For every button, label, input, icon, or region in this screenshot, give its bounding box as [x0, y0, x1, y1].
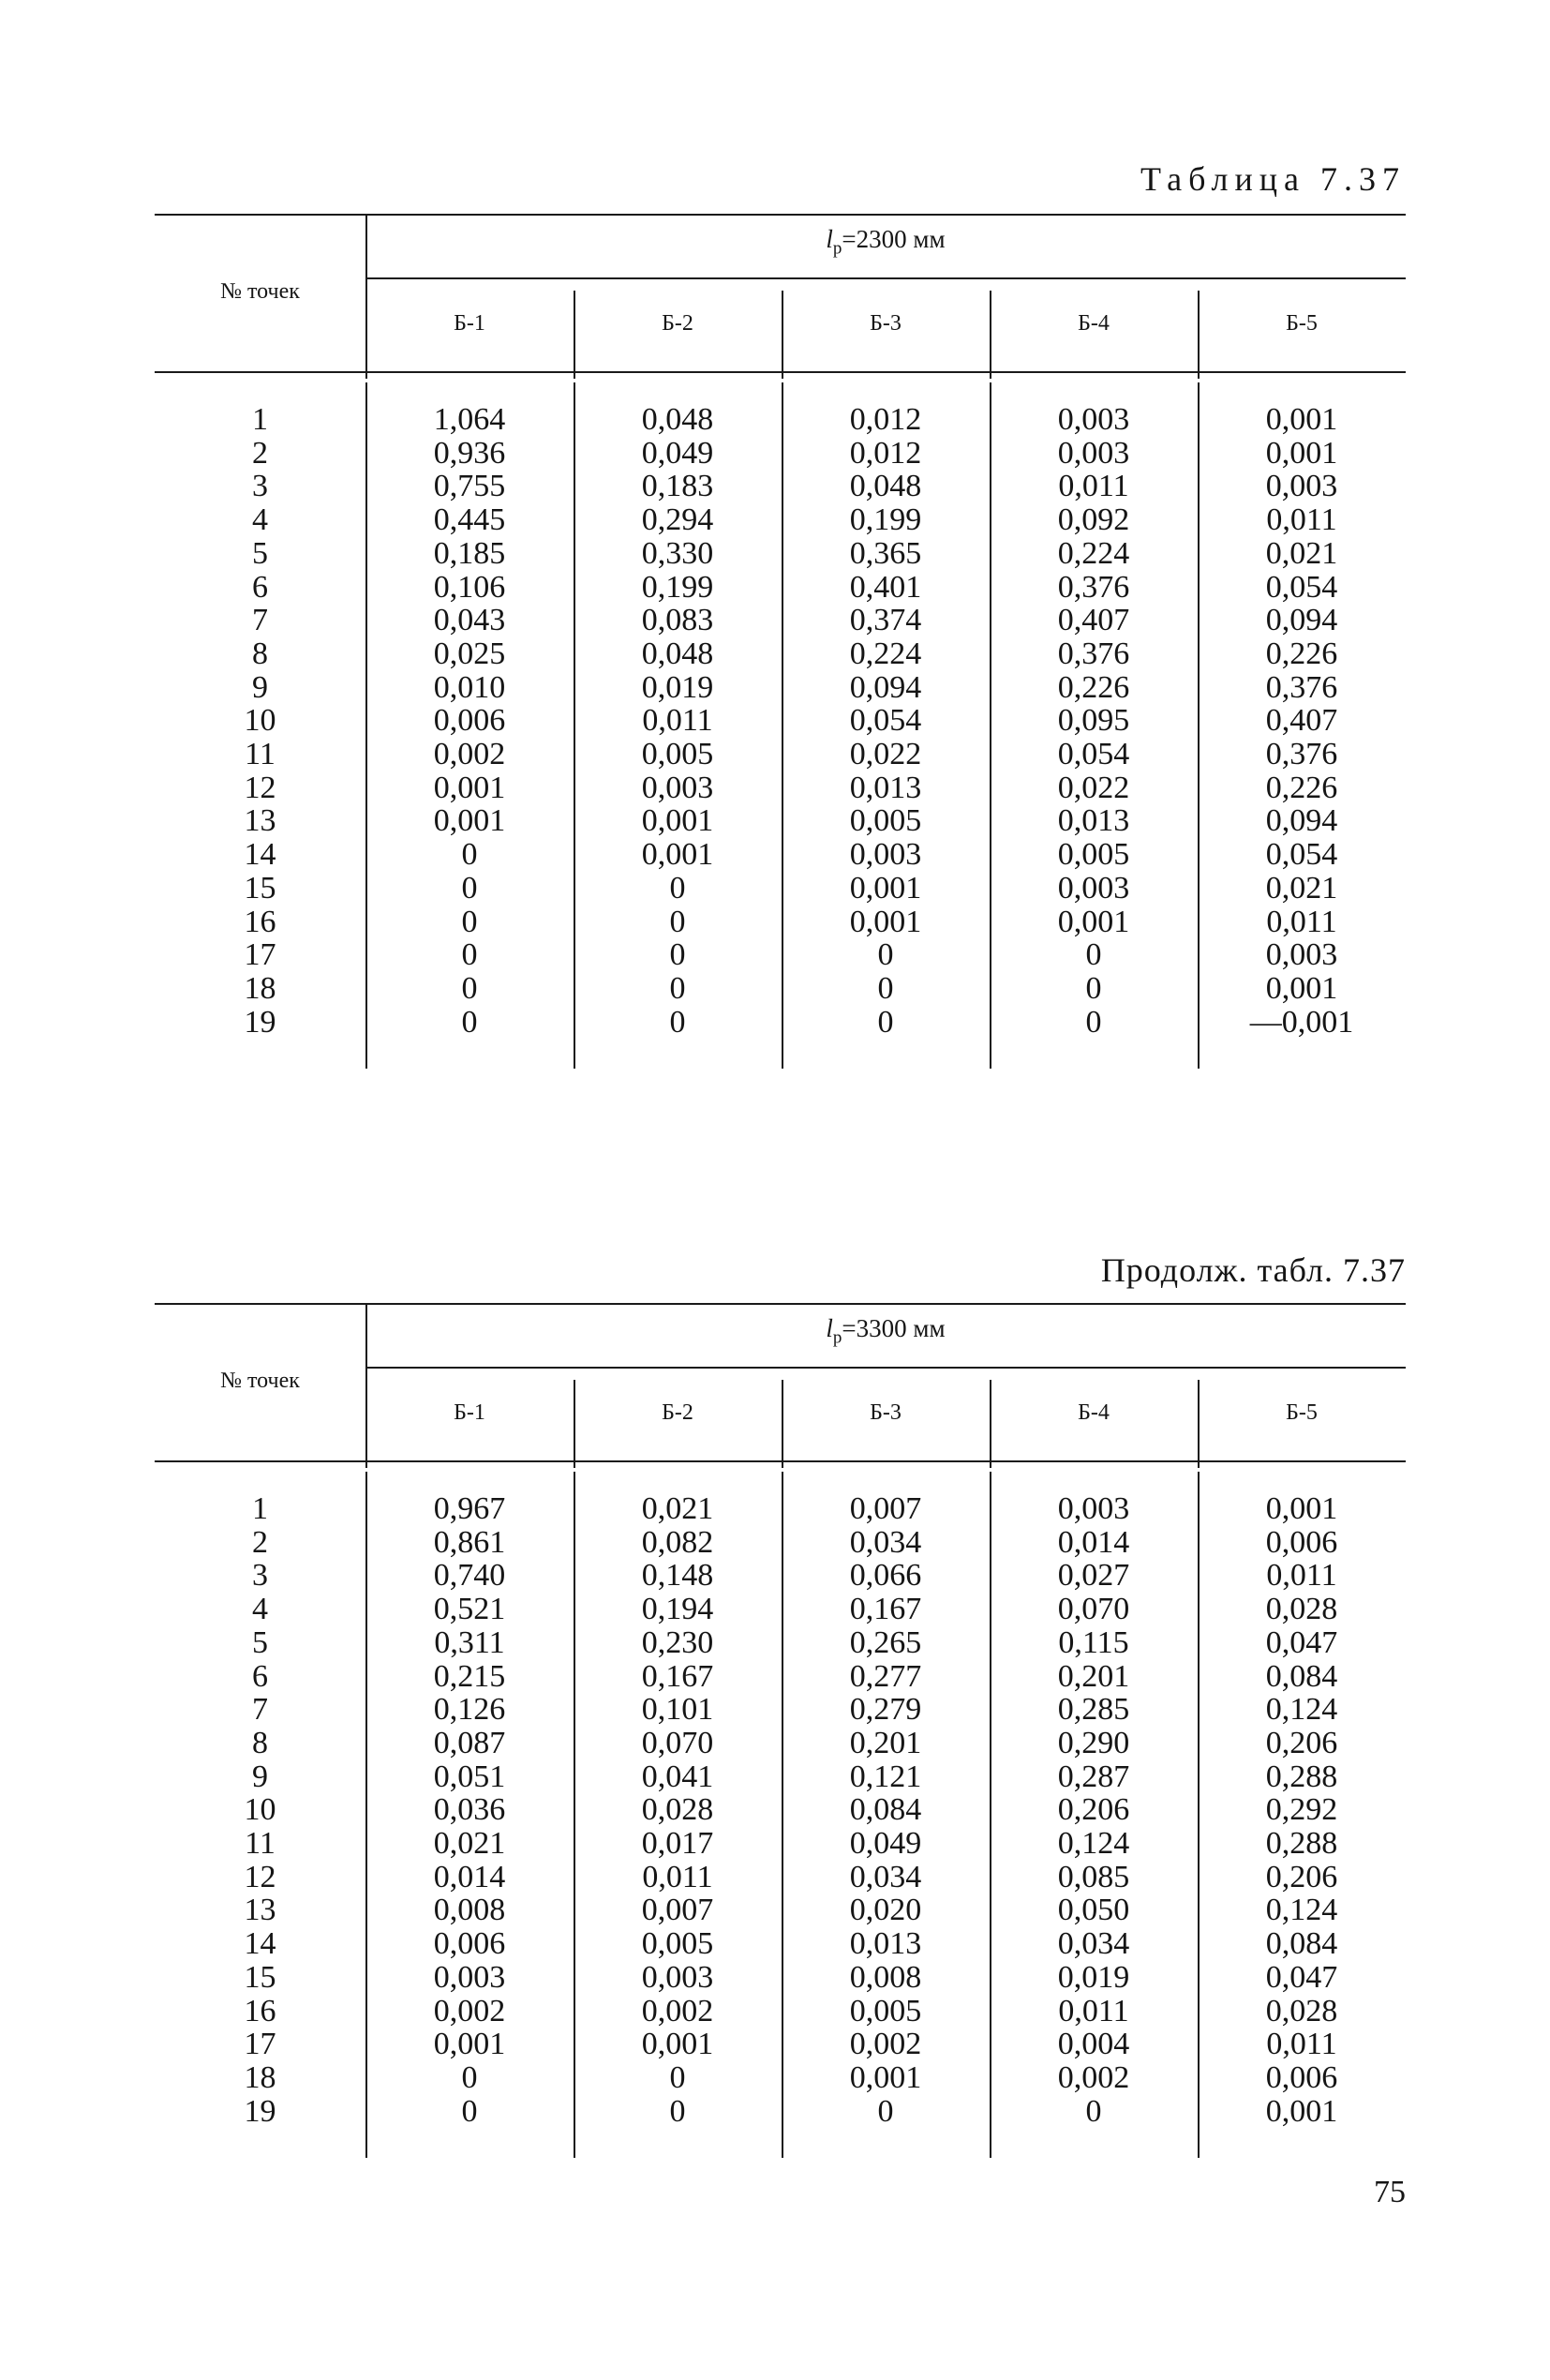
values-column-b3 [782, 1492, 990, 2128]
table-cell: 0,019 [1057, 1959, 1130, 1995]
table-cell: 0,288 [1265, 1759, 1338, 1794]
table-cell: 0,001 [849, 904, 922, 939]
table-cell: 0 [669, 2059, 686, 2095]
table-cell: 0,028 [641, 1792, 714, 1828]
table-cell: 7 [252, 1692, 268, 1728]
table-cell: 0,148 [641, 1558, 714, 1594]
table-cell: 0 [461, 870, 478, 906]
table-cell: 0 [461, 2059, 478, 2095]
values-column-b4 [990, 1492, 1198, 2128]
table-cell: 0,755 [433, 469, 506, 504]
table-cell: 0,014 [1057, 1524, 1130, 1560]
table-cell: 0,085 [1057, 1859, 1130, 1894]
table-cell: 0,001 [433, 803, 506, 839]
table-cell: 0,013 [849, 770, 922, 805]
table-cell: 0 [669, 870, 686, 906]
table-cell: 0,290 [1057, 1725, 1130, 1760]
table-cell: 0,010 [433, 669, 506, 705]
table-cell: 0 [669, 904, 686, 939]
table-cell: 0,967 [433, 1491, 506, 1526]
table-cell: 0,407 [1057, 603, 1130, 638]
table-cell: 0,011 [1058, 469, 1129, 504]
table-cell: 0,001 [1265, 2093, 1338, 2129]
column-header-b5: Б-5 [1286, 311, 1318, 336]
table-cell: 0,022 [1057, 770, 1130, 805]
table-cell: 11 [245, 737, 276, 772]
table-cell: 0,006 [1265, 1524, 1338, 1560]
table-cell: 9 [252, 1759, 268, 1794]
table-cell: 0,008 [433, 1893, 506, 1928]
table-cell: 0,001 [433, 2027, 506, 2062]
table-cell: 0 [877, 1004, 894, 1040]
table-cell: 0 [461, 1004, 478, 1040]
table-cell: 0,365 [849, 535, 922, 571]
table-cell: 0,051 [433, 1759, 506, 1794]
table-cell: 0,054 [1265, 837, 1338, 873]
table-cell: 0,224 [849, 636, 922, 671]
table-cell: 0 [669, 1004, 686, 1040]
table-cell: 0,013 [1057, 803, 1130, 839]
table-cell: 0,003 [433, 1959, 506, 1995]
table-cell: 0,070 [1057, 1592, 1130, 1627]
table-cell: 0,124 [1265, 1893, 1338, 1928]
table-caption: Таблица 7.37 [1140, 160, 1406, 198]
table-cell: 0,002 [849, 2027, 922, 2062]
table-cell: 0,087 [433, 1725, 506, 1760]
table-top-rule [155, 1303, 1406, 1305]
table-cell: 0,002 [641, 1993, 714, 2028]
table-cell: 19 [244, 2093, 276, 2129]
table-cell: 0,011 [1266, 1558, 1337, 1594]
table-cell: 0,021 [1265, 870, 1338, 906]
lp-value: =3300 мм [842, 1314, 946, 1342]
table-cell: 0,011 [1266, 502, 1337, 538]
table-cell: 0,002 [433, 737, 506, 772]
table-cell: 0,277 [849, 1658, 922, 1694]
column-header-b2: Б-2 [662, 311, 693, 336]
table-cell: 15 [244, 1959, 276, 1995]
table-cell: 0 [461, 937, 478, 973]
table-cell: 0,001 [641, 837, 714, 873]
points-column-header: № точек [220, 1369, 300, 1393]
table-cell: 0,003 [1265, 937, 1338, 973]
table-cell: 0,041 [641, 1759, 714, 1794]
table-cell: 0,002 [1057, 2059, 1130, 2095]
table-cell: 0,021 [433, 1826, 506, 1862]
table-cell: 0,285 [1057, 1692, 1130, 1728]
table-cell: 0,084 [1265, 1658, 1338, 1694]
table-cell: 0,034 [849, 1859, 922, 1894]
table-cell: 0,001 [641, 2027, 714, 2062]
table-cell: 0,003 [849, 837, 922, 873]
table-cell: 0,294 [641, 502, 714, 538]
table-cell: 0,003 [1057, 870, 1130, 906]
table-cell: 0,003 [641, 770, 714, 805]
table-cell: 0,021 [1265, 535, 1338, 571]
table-cell: 0,376 [1057, 636, 1130, 671]
table-cell: 0,407 [1265, 703, 1338, 739]
table-cell: 7 [252, 603, 268, 638]
table-cell: 0,007 [641, 1893, 714, 1928]
table-continuation-caption: Продолж. табл. 7.37 [1100, 1251, 1406, 1289]
table-cell: 0,001 [1265, 435, 1338, 471]
table-cell: 12 [244, 770, 276, 805]
table-cell: 12 [244, 1859, 276, 1894]
table-cell: 0,006 [433, 703, 506, 739]
lp-value: =2300 мм [842, 225, 946, 253]
table-cell: 0,167 [641, 1658, 714, 1694]
table-cell: 0,019 [641, 669, 714, 705]
table-cell: 16 [244, 904, 276, 939]
column-divider [782, 1380, 783, 1468]
table-cell: 14 [244, 837, 276, 873]
table-cell: 0,034 [849, 1524, 922, 1560]
column-divider [574, 291, 575, 379]
table-cell: 0,445 [433, 502, 506, 538]
table-cell: 5 [252, 535, 268, 571]
table-cell: 0,011 [1266, 904, 1337, 939]
table-cell: 0,070 [641, 1725, 714, 1760]
table-cell: 0 [1085, 970, 1102, 1006]
table-cell: 0,167 [849, 1592, 922, 1627]
table-cell: 0,011 [1266, 2027, 1337, 2062]
table-cell: 0,005 [849, 1993, 922, 2028]
table-cell: 0,007 [849, 1491, 922, 1526]
table-cell: 0,185 [433, 535, 506, 571]
table-cell: 1 [252, 402, 268, 437]
table-cell: 0,206 [1265, 1725, 1338, 1760]
table-cell: 10 [244, 703, 276, 739]
table-cell: 0,017 [641, 1826, 714, 1862]
column-divider [574, 1380, 575, 1468]
table-cell: 0,005 [641, 737, 714, 772]
table-cell: 0,048 [849, 469, 922, 504]
column-header-b2: Б-2 [662, 1400, 693, 1425]
table-cell: 0,401 [849, 569, 922, 605]
table-cell: 4 [252, 502, 268, 538]
values-column-b3 [782, 403, 990, 1039]
table-cell: 0,279 [849, 1692, 922, 1728]
table-cell: 0,012 [849, 435, 922, 471]
column-header-b4: Б-4 [1078, 1400, 1110, 1425]
table-cell: 18 [244, 2059, 276, 2095]
table-cell: 9 [252, 669, 268, 705]
column-divider [990, 1380, 991, 1468]
table-cell: 0,101 [641, 1692, 714, 1728]
table-cell: 0,047 [1265, 1959, 1338, 1995]
table-cell: 0,224 [1057, 535, 1130, 571]
column-header-b4: Б-4 [1078, 311, 1110, 336]
points-column [155, 1492, 365, 2128]
header-sub-rule [365, 1367, 1406, 1369]
table-cell: 0,048 [641, 636, 714, 671]
table-cell: 0 [461, 2093, 478, 2129]
table-cell: 0 [877, 970, 894, 1006]
table-cell: 0,011 [1058, 1993, 1129, 2028]
table-cell: 14 [244, 1926, 276, 1962]
table-cell: 0,003 [1057, 402, 1130, 437]
table-cell: 0,036 [433, 1792, 506, 1828]
table-cell: 0,311 [434, 1624, 505, 1660]
table-cell: 0,005 [641, 1926, 714, 1962]
table-cell: 3 [252, 1558, 268, 1594]
table-cell: 16 [244, 1993, 276, 2028]
table-cell: 0,292 [1265, 1792, 1338, 1828]
table-cell: 0,084 [1265, 1926, 1338, 1962]
table-cell: 13 [244, 1893, 276, 1928]
table-cell: 0,183 [641, 469, 714, 504]
table-cell: 0,006 [433, 1926, 506, 1962]
table-cell: 0,001 [849, 2059, 922, 2095]
table-cell: 0,011 [642, 703, 713, 739]
lp-header: $l_р=2300$ мм [826, 225, 946, 259]
table-cell: 0,054 [1265, 569, 1338, 605]
table-cell: 0,083 [641, 603, 714, 638]
table-cell: 0,094 [1265, 803, 1338, 839]
table-cell: 0,206 [1057, 1792, 1130, 1828]
table-cell: 0,048 [641, 402, 714, 437]
table-cell: 17 [244, 937, 276, 973]
table-cell: 15 [244, 870, 276, 906]
table-cell: 0,094 [1265, 603, 1338, 638]
table-cell: 0,001 [1265, 970, 1338, 1006]
table-cell: 0,001 [433, 770, 506, 805]
table-cell: 8 [252, 636, 268, 671]
column-header-b3: Б-3 [870, 311, 902, 336]
table-cell: 0,330 [641, 535, 714, 571]
table-cell: 10 [244, 1792, 276, 1828]
table-cell: 0,121 [849, 1759, 922, 1794]
table-cell: 0,011 [642, 1859, 713, 1894]
table-cell: 0,047 [1265, 1624, 1338, 1660]
table-cell: 0,012 [849, 402, 922, 437]
table-cell: 0,199 [641, 569, 714, 605]
table-cell: 0 [1085, 2093, 1102, 2129]
table-cell: 0,003 [1265, 469, 1338, 504]
values-column-b5 [1198, 403, 1406, 1039]
points-column-header: № точек [220, 279, 300, 304]
header-sub-rule [365, 277, 1406, 279]
table-cell: 6 [252, 569, 268, 605]
table-cell: 0,936 [433, 435, 506, 471]
table-cell: 0,206 [1265, 1859, 1338, 1894]
table-cell: 0,025 [433, 636, 506, 671]
table-cell: 0,288 [1265, 1826, 1338, 1862]
table-cell: 2 [252, 435, 268, 471]
table-cell: 0 [1085, 1004, 1102, 1040]
table-cell: 8 [252, 1725, 268, 1760]
table-cell: 0,003 [1057, 435, 1130, 471]
table-cell: 0,054 [849, 703, 922, 739]
table-cell: 0,003 [1057, 1491, 1130, 1526]
table-cell: 0,226 [1265, 770, 1338, 805]
table-cell: 4 [252, 1592, 268, 1627]
table-cell: 0,005 [849, 803, 922, 839]
table-cell: 0,006 [1265, 2059, 1338, 2095]
table-cell: 0,002 [433, 1993, 506, 2028]
table-cell: 0,226 [1057, 669, 1130, 705]
values-column-b1 [365, 1492, 574, 2128]
table-cell: 0,124 [1265, 1692, 1338, 1728]
table-cell: 0,003 [641, 1959, 714, 1995]
table-cell: 5 [252, 1624, 268, 1660]
table-cell: 0,115 [1058, 1624, 1129, 1660]
table-cell: 0 [669, 970, 686, 1006]
table-cell: 0,287 [1057, 1759, 1130, 1794]
column-header-b5: Б-5 [1286, 1400, 1318, 1425]
table-cell: 1 [252, 1491, 268, 1526]
page-number: 75 [1374, 2175, 1406, 2209]
column-header-b1: Б-1 [454, 1400, 485, 1425]
table-cell: 0 [877, 937, 894, 973]
header-bottom-rule [155, 1460, 1406, 1462]
table-cell: 0,066 [849, 1558, 922, 1594]
table-cell: 3 [252, 469, 268, 504]
table-cell: 0,028 [1265, 1993, 1338, 2028]
table-cell: 0,226 [1265, 636, 1338, 671]
table-cell: 1,064 [433, 402, 506, 437]
table-cell: 0,028 [1265, 1592, 1338, 1627]
values-column-b4 [990, 403, 1198, 1039]
table-cell: 0,049 [641, 435, 714, 471]
table-cell: 0 [461, 904, 478, 939]
column-divider [1198, 1380, 1200, 1468]
table-cell: 0,008 [849, 1959, 922, 1995]
table-cell: 0,376 [1057, 569, 1130, 605]
table-cell: 0,054 [1057, 737, 1130, 772]
table-cell: 0,094 [849, 669, 922, 705]
table-cell: 0,201 [1057, 1658, 1130, 1694]
table-cell: 0,374 [849, 603, 922, 638]
table-cell: 0,194 [641, 1592, 714, 1627]
values-column-b5 [1198, 1492, 1406, 2128]
table-cell: 0,092 [1057, 502, 1130, 538]
table-cell: 0,215 [433, 1658, 506, 1694]
table-top-rule [155, 214, 1406, 216]
table-cell: 6 [252, 1658, 268, 1694]
table-cell: 0,199 [849, 502, 922, 538]
column-divider [990, 291, 991, 379]
table-cell: —0,001 [1249, 1004, 1354, 1040]
table-cell: 17 [244, 2027, 276, 2062]
table-cell: 0,005 [1057, 837, 1130, 873]
table-cell: 0,050 [1057, 1893, 1130, 1928]
table-cell: 0,230 [641, 1624, 714, 1660]
table-cell: 0,106 [433, 569, 506, 605]
column-divider [365, 214, 367, 379]
values-column-b2 [574, 1492, 782, 2128]
table-cell: 0,027 [1057, 1558, 1130, 1594]
table-cell: 0,740 [433, 1558, 506, 1594]
table-cell: 0,014 [433, 1859, 506, 1894]
header-bottom-rule [155, 371, 1406, 373]
table-cell: 18 [244, 970, 276, 1006]
values-column-b1 [365, 403, 574, 1039]
table-cell: 0 [461, 970, 478, 1006]
table-cell: 0,004 [1057, 2027, 1130, 2062]
column-header-b1: Б-1 [454, 311, 485, 336]
table-cell: 0,001 [1057, 904, 1130, 939]
table-cell: 0,022 [849, 737, 922, 772]
table-cell: 0 [669, 937, 686, 973]
table-cell: 0,126 [433, 1692, 506, 1728]
table-cell: 13 [244, 803, 276, 839]
table-cell: 0,376 [1265, 669, 1338, 705]
table-cell: 0,001 [1265, 1491, 1338, 1526]
table-cell: 0 [669, 2093, 686, 2129]
table-cell: 0,049 [849, 1826, 922, 1862]
table-cell: 0,020 [849, 1893, 922, 1928]
values-column-b2 [574, 403, 782, 1039]
column-divider [365, 1303, 367, 1468]
table-cell: 0,043 [433, 603, 506, 638]
table-cell: 11 [245, 1826, 276, 1862]
table-cell: 0,201 [849, 1725, 922, 1760]
table-cell: 0,265 [849, 1624, 922, 1660]
table-cell: 0,084 [849, 1792, 922, 1828]
points-column [155, 403, 365, 1039]
table-cell: 0,001 [849, 870, 922, 906]
table-cell: 0,521 [433, 1592, 506, 1627]
table-cell: 0 [1085, 937, 1102, 973]
table-cell: 0,001 [1265, 402, 1338, 437]
table-cell: 19 [244, 1004, 276, 1040]
table-cell: 0,861 [433, 1524, 506, 1560]
column-divider [1198, 291, 1200, 379]
table-cell: 0,013 [849, 1926, 922, 1962]
table-cell: 0,082 [641, 1524, 714, 1560]
table-cell: 0 [461, 837, 478, 873]
table-cell: 0,001 [641, 803, 714, 839]
table-cell: 0,095 [1057, 703, 1130, 739]
table-cell: 0,021 [641, 1491, 714, 1526]
lp-header: $l_р=3300$ мм [826, 1314, 946, 1348]
table-cell: 0,034 [1057, 1926, 1130, 1962]
table-cell: 2 [252, 1524, 268, 1560]
column-header-b3: Б-3 [870, 1400, 902, 1425]
table-cell: 0 [877, 2093, 894, 2129]
column-divider [782, 291, 783, 379]
table-cell: 0,124 [1057, 1826, 1130, 1862]
table-cell: 0,376 [1265, 737, 1338, 772]
